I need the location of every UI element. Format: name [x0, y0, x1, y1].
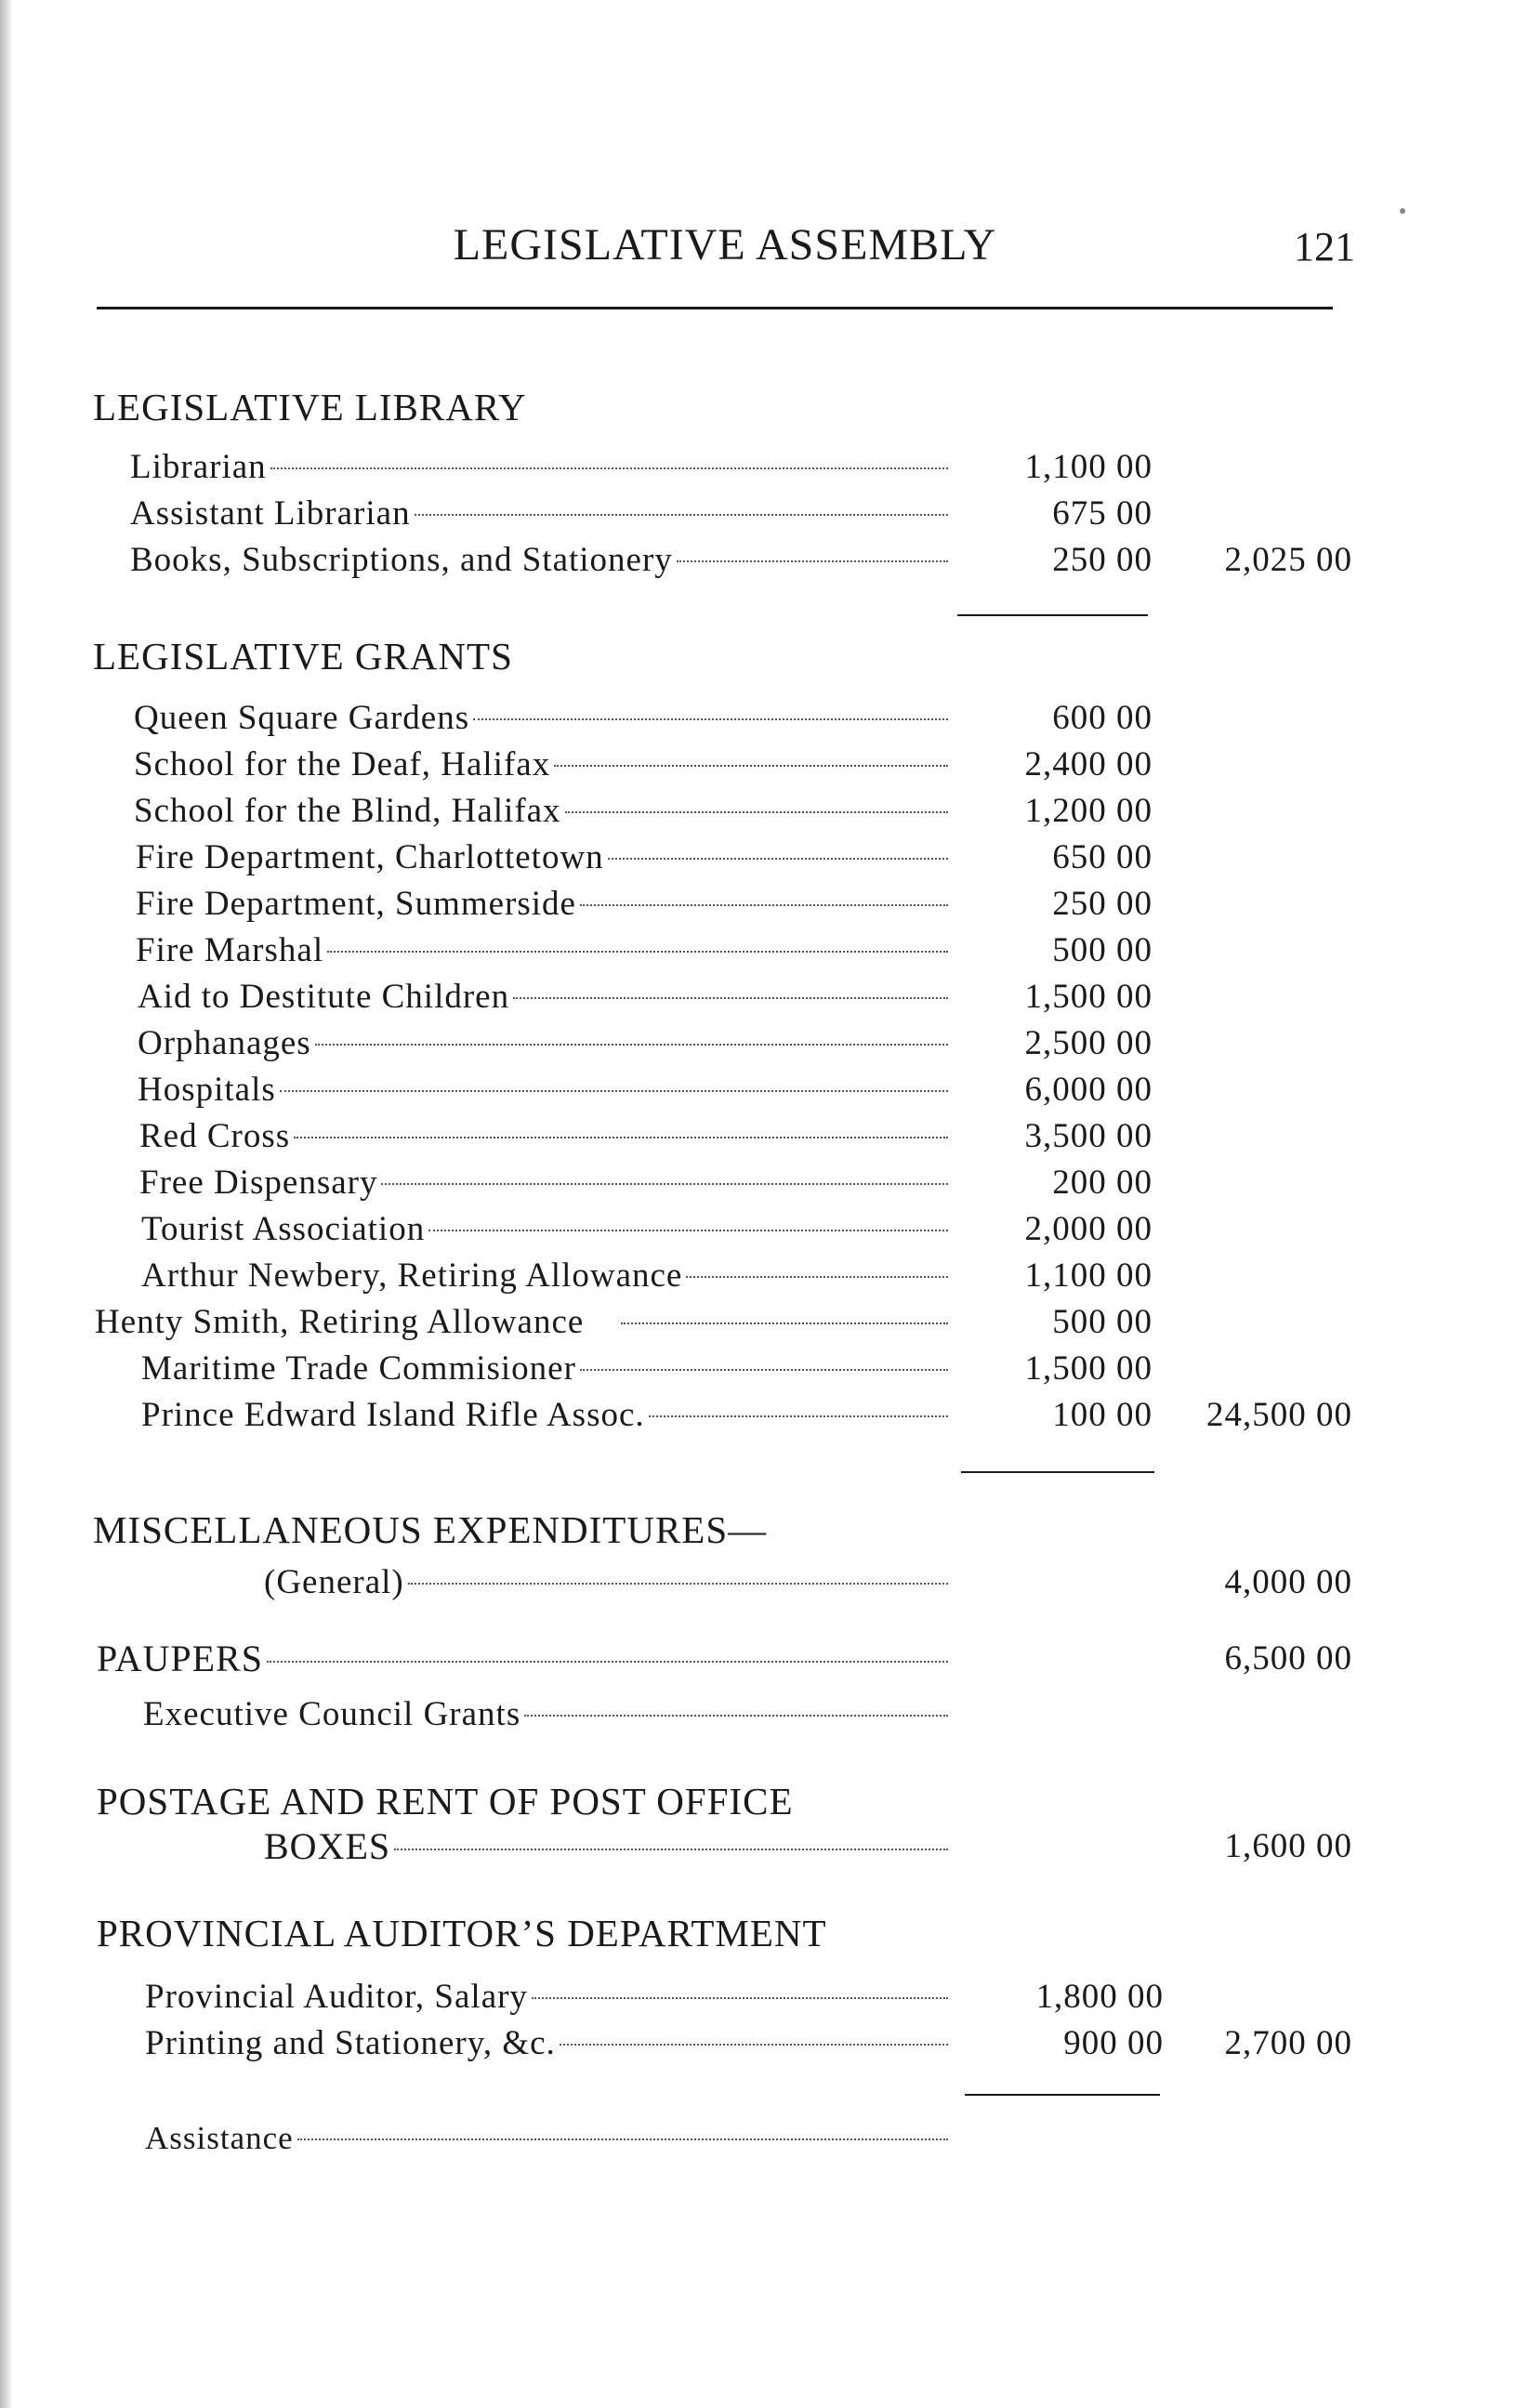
item-label-line	[130, 493, 948, 535]
item-label-line	[139, 1162, 948, 1204]
amount: 600 00	[1052, 699, 1153, 737]
list-item	[0, 446, 1515, 489]
section-heading-miscellaneous: MISCELLANEOUS EXPENDITURES—	[93, 1508, 768, 1551]
amount: 200 00	[1052, 1164, 1153, 1202]
list-item	[0, 743, 1515, 786]
list-item	[0, 697, 1515, 740]
item-label-line	[134, 697, 948, 740]
list-item	[0, 883, 1515, 926]
dot-leader	[315, 1044, 948, 1046]
item-label: Printing and Stationery, &c.	[145, 2024, 556, 2062]
dot-leader	[297, 2138, 948, 2140]
item-label-line	[130, 446, 948, 489]
list-item	[0, 1348, 1515, 1390]
list-item	[0, 1115, 1515, 1158]
item-label-line	[145, 2117, 948, 2160]
item-label: Queen Square Gardens	[134, 699, 470, 737]
section-total: 6,500 00	[1224, 1639, 1352, 1678]
page-number: 121	[1294, 224, 1355, 270]
item-label: Prince Edward Island Rifle Assoc.	[141, 1396, 645, 1434]
item-label: School for the Blind, Halifax	[134, 792, 561, 830]
section-heading-legislative-library: LEGISLATIVE LIBRARY	[93, 386, 527, 428]
section-heading-postage: POSTAGE AND RENT OF POST OFFICE	[97, 1780, 794, 1822]
dot-leader	[415, 514, 948, 516]
list-item	[0, 1638, 1515, 1680]
item-label-line	[97, 1638, 948, 1680]
item-label-line	[138, 1022, 948, 1065]
dot-leader	[381, 1183, 948, 1185]
item-label: Free Dispensary	[139, 1164, 378, 1202]
list-item	[0, 2022, 1515, 2065]
item-label-line	[136, 883, 948, 926]
amount: 250 00	[1052, 885, 1153, 923]
list-item	[0, 1825, 1515, 1868]
item-label-line	[264, 1825, 948, 1868]
amount: 2,500 00	[1024, 1024, 1153, 1062]
list-item	[0, 976, 1515, 1019]
section-total: 1,600 00	[1224, 1827, 1352, 1865]
amount: 500 00	[1052, 931, 1153, 969]
item-label: Assistance	[145, 2120, 294, 2156]
dot-leader	[532, 1997, 948, 1999]
item-label: Hospitals	[138, 1071, 276, 1109]
item-label-line	[136, 929, 948, 972]
item-label: Henty Smith, Retiring Allowance	[95, 1303, 585, 1341]
amount: 500 00	[1052, 1303, 1153, 1341]
dot-leader	[473, 718, 948, 720]
list-item	[0, 1301, 1515, 1344]
item-label: Fire Department, Summerside	[136, 885, 576, 923]
list-item	[0, 1208, 1515, 1251]
amount: 1,100 00	[1024, 1257, 1153, 1295]
item-label-line	[136, 836, 948, 879]
dot-leader	[686, 1276, 948, 1278]
list-item	[0, 1394, 1515, 1437]
amount: 100 00	[1052, 1396, 1153, 1434]
list-item	[0, 1162, 1515, 1204]
section-heading-paupers: PAUPERS	[97, 1638, 263, 1679]
item-label: Executive Council Grants	[143, 1695, 521, 1733]
subtotal-rule	[965, 2094, 1160, 2096]
item-label: Assistant Librarian	[130, 494, 411, 533]
item-label: Red Cross	[139, 1117, 291, 1155]
item-label: Tourist Association	[141, 1210, 426, 1248]
list-item	[0, 1561, 1515, 1604]
item-label: BOXES	[264, 1825, 391, 1867]
dot-leader	[327, 951, 948, 953]
item-label: (General)	[264, 1563, 404, 1601]
list-item	[0, 929, 1515, 972]
dot-leader	[270, 467, 948, 469]
dot-leader	[580, 1369, 948, 1371]
list-item	[0, 1255, 1515, 1297]
dot-leader	[677, 560, 948, 562]
dot-leader	[513, 997, 948, 999]
item-label: Orphanages	[138, 1024, 311, 1062]
list-item	[0, 2117, 1515, 2160]
amount: 250 00	[1052, 541, 1153, 579]
amount: 6,000 00	[1024, 1071, 1153, 1109]
amount: 3,500 00	[1024, 1117, 1153, 1155]
item-label-line	[138, 976, 948, 1019]
item-label-line	[141, 1394, 948, 1437]
dot-leader	[524, 1715, 948, 1717]
list-item	[0, 1976, 1515, 2019]
amount: 1,500 00	[1024, 978, 1153, 1016]
item-label: Maritime Trade Commisioner	[141, 1349, 576, 1388]
list-item	[0, 1693, 1515, 1736]
subtotal-rule	[957, 614, 1148, 616]
subtotal-rule	[961, 1471, 1154, 1473]
dot-leader	[428, 1230, 948, 1231]
amount: 650 00	[1052, 838, 1153, 876]
amount: 1,200 00	[1024, 792, 1153, 830]
dot-leader	[608, 858, 948, 860]
item-label-line	[141, 1255, 948, 1297]
list-item	[0, 1022, 1515, 1065]
amount: 2,400 00	[1024, 745, 1153, 783]
amount: 675 00	[1052, 494, 1153, 533]
item-label-line	[138, 1069, 948, 1112]
section-total: 2,025 00	[1224, 541, 1352, 579]
dot-leader	[580, 904, 948, 906]
dot-leader	[267, 1661, 948, 1663]
item-label: Aid to Destitute Children	[138, 978, 510, 1016]
dot-leader	[560, 2044, 948, 2046]
amount: 1,100 00	[1024, 448, 1153, 486]
dot-leader	[280, 1090, 948, 1092]
item-label-line	[134, 790, 948, 833]
list-item	[0, 539, 1515, 582]
item-label: Fire Marshal	[136, 931, 324, 969]
section-heading-provincial-auditor: PROVINCIAL AUDITOR’S DEPARTMENT	[97, 1912, 827, 1954]
item-label-line	[264, 1561, 948, 1604]
item-label: Librarian	[130, 448, 267, 486]
item-label: Provincial Auditor, Salary	[145, 1978, 528, 2016]
dot-leader	[565, 811, 948, 813]
list-item	[0, 836, 1515, 879]
item-label-line	[95, 1301, 948, 1344]
running-header-title: LEGISLATIVE ASSEMBLY	[453, 220, 997, 270]
amount: 2,000 00	[1024, 1210, 1153, 1248]
list-item	[0, 1069, 1515, 1112]
dot-leader	[294, 1137, 948, 1138]
item-label-line	[143, 1693, 948, 1736]
dot-leader	[621, 1322, 948, 1324]
list-item	[0, 493, 1515, 535]
section-heading-legislative-grants: LEGISLATIVE GRANTS	[93, 635, 513, 678]
amount: 1,800 00	[1035, 1978, 1164, 2016]
header-rule	[97, 307, 1333, 309]
dot-leader	[649, 1415, 948, 1417]
print-speck	[1400, 208, 1405, 214]
item-label: Fire Department, Charlottetown	[136, 838, 604, 876]
section-total: 24,500 00	[1206, 1396, 1352, 1434]
item-label-line	[145, 2022, 948, 2065]
dot-leader	[394, 1849, 948, 1850]
amount: 1,500 00	[1024, 1349, 1153, 1388]
item-label: Books, Subscriptions, and Stationery	[130, 541, 673, 579]
section-total: 2,700 00	[1224, 2024, 1352, 2062]
item-label-line	[130, 539, 948, 582]
amount: 900 00	[1063, 2024, 1164, 2062]
item-label: Arthur Newbery, Retiring Allowance	[141, 1257, 683, 1295]
item-label-line	[139, 1115, 948, 1158]
item-label-line	[141, 1348, 948, 1390]
list-item	[0, 790, 1515, 833]
dot-leader	[408, 1583, 948, 1585]
item-label-line	[145, 1976, 948, 2019]
dot-leader	[554, 765, 948, 767]
item-label-line	[134, 743, 948, 786]
item-label-line	[141, 1208, 948, 1251]
item-label: School for the Deaf, Halifax	[134, 745, 551, 783]
section-total: 4,000 00	[1224, 1563, 1352, 1601]
